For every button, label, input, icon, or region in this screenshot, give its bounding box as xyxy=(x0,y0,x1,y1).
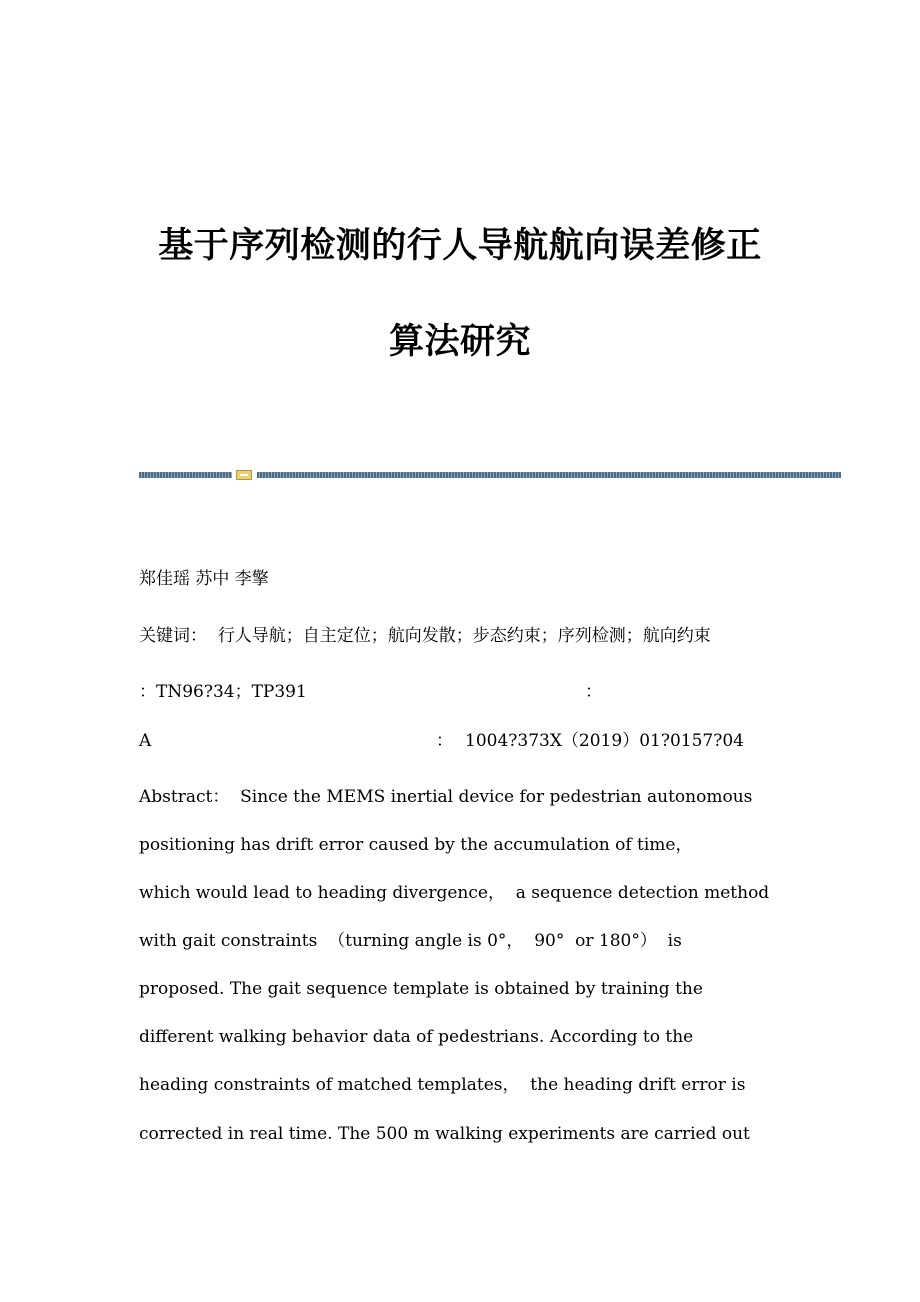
document-code: A xyxy=(139,731,152,751)
document-id: 1004?373X（2019）01?0157?04 xyxy=(465,731,744,751)
divider-bar-left xyxy=(139,472,232,478)
classification-colon: ： xyxy=(139,682,156,702)
abstract-line: proposed. The gait sequence template is obtained by training the xyxy=(139,979,703,999)
abstract-line: positioning has drift error caused by the accumulation of time， xyxy=(139,835,693,855)
abstract-line: heading constraints of matched templates， the heading drift error is xyxy=(139,1075,746,1095)
classification-value: TN96?34；TP391 xyxy=(156,682,307,702)
title-divider xyxy=(139,470,841,480)
document-line xyxy=(139,731,744,751)
classification-line xyxy=(139,682,609,702)
keywords-value: 行人导航；自主定位；航向发散；步态约束；序列检测；航向约束 xyxy=(217,626,711,646)
paper-title-line-1: 基于序列检测的行人导航航向误差修正 xyxy=(158,226,762,266)
abstract-line: which would lead to heading divergence， a sequence detection method xyxy=(139,883,770,903)
abstract-line: with gait constraints （turning angle is 0°， 90° or 180°） is xyxy=(139,931,682,951)
abstract-line: Abstract： Since the MEMS inertial device for pedestrian autonomous xyxy=(139,787,753,807)
paper-title-line-2: 算法研究 xyxy=(388,322,531,362)
abstract-line: corrected in real time. The 500 m walking experiments are carried out xyxy=(139,1124,750,1144)
document-colon: ： xyxy=(436,731,453,751)
classification-trailing-colon: ： xyxy=(585,682,602,702)
divider-ornament-icon xyxy=(236,470,252,480)
keywords xyxy=(139,626,711,646)
keywords-label: 关键词： xyxy=(139,626,207,646)
authors: 郑佳瑶 苏中 李擎 xyxy=(139,569,269,589)
abstract-line: different walking behavior data of pedestrians. According to the xyxy=(139,1027,694,1047)
divider-bar-right xyxy=(257,472,841,478)
